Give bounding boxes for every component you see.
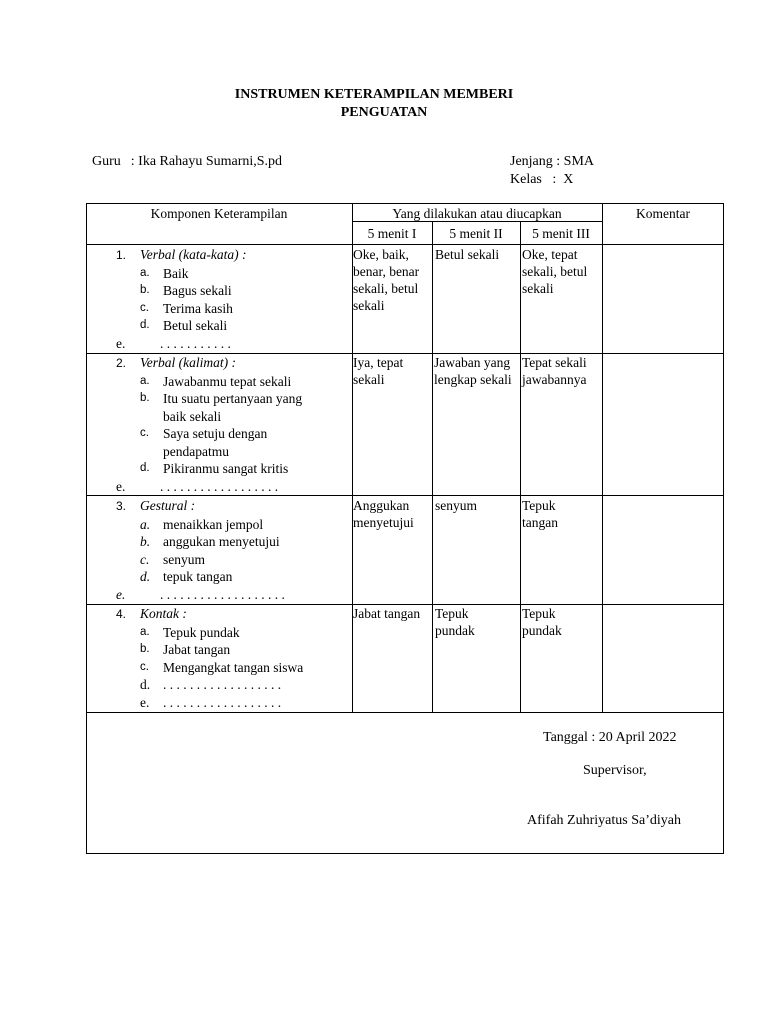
row1-menit-3: Oke, tepat sekali, betul sekali xyxy=(522,247,588,296)
list-item: a. Tepuk pundak xyxy=(140,624,240,640)
header-komponen: Komponen Keterampilan xyxy=(150,206,288,221)
supervisor-name: Afifah Zuhriyatus Sa’diyah xyxy=(527,813,681,828)
component-heading: Verbal (kata-kata) : xyxy=(140,247,247,262)
list-item: c. Saya setuju dengan pendapatmu xyxy=(140,426,268,459)
list-item: d. tepuk tangan xyxy=(140,569,233,584)
header-bottom-divider xyxy=(86,244,724,245)
list-item: a. Jawabanmu tepat sekali xyxy=(140,373,292,389)
list-item: c. Mengangkat tangan siswa xyxy=(140,659,304,675)
component-heading: Gestural : xyxy=(140,498,196,513)
title-line-2: PENGUATAN xyxy=(340,105,428,120)
title-line-1: INSTRUMEN KETERAMPILAN MEMBERI xyxy=(234,87,514,102)
row2-menit-3: Tepat sekali jawabannya xyxy=(522,355,587,387)
col-divider-m2 xyxy=(520,221,521,712)
row-divider-4 xyxy=(86,712,724,713)
document-title xyxy=(0,86,768,122)
row-number: 3. xyxy=(116,499,127,513)
row-number: 1. xyxy=(116,248,127,262)
row-number: 4. xyxy=(116,607,127,621)
class-info xyxy=(510,153,594,189)
guru-info xyxy=(92,153,282,171)
guru-value: : Ika Rahayu Sumarni,S.pd xyxy=(130,154,283,169)
list-item: d. Pikiranmu sangat kritis xyxy=(140,461,289,476)
list-item: b. Jabat tangan xyxy=(140,642,231,657)
row2-menit-2: Jawaban yang lengkap sekali xyxy=(434,355,512,387)
row3-menit-2: senyum xyxy=(435,498,477,513)
component-heading: Kontak : xyxy=(140,606,187,621)
row-number: 2. xyxy=(116,356,127,370)
component-row-verbal-kalimat xyxy=(116,354,346,495)
kelas-text: Kelas : X xyxy=(510,172,574,187)
list-item: d. Betul sekali xyxy=(140,318,228,333)
supervisor-label: Supervisor, xyxy=(583,763,647,778)
guru-label: Guru xyxy=(92,154,121,169)
col-divider-m1 xyxy=(432,221,433,712)
list-item: b. anggukan menyetujui xyxy=(140,534,280,549)
row1-menit-1: Oke, baik, benar, benar sekali, betul sekali xyxy=(353,247,420,313)
row3-menit-1: Anggukan menyetujui xyxy=(353,498,414,530)
component-row-kontak xyxy=(116,605,346,711)
list-item: b. Itu suatu pertanyaan yang baik sekali xyxy=(140,391,303,424)
row1-menit-2: Betul sekali xyxy=(435,247,500,262)
tanggal-text: Tanggal : 20 April 2022 xyxy=(543,730,677,745)
row-divider-2 xyxy=(86,495,724,496)
component-row-gestural xyxy=(116,497,346,603)
header-5-menit-2: 5 menit II xyxy=(449,226,503,241)
list-item: c. senyum xyxy=(140,551,205,567)
list-item: b. Bagus sekali xyxy=(140,283,232,298)
list-item: a. Baik xyxy=(140,265,189,281)
list-item: e. . . . . . . . . . . . . . . . . . . xyxy=(140,694,282,710)
component-row-verbal-kata xyxy=(116,246,346,352)
row4-menit-1: Jabat tangan xyxy=(353,606,421,621)
header-yang-dilakukan: Yang dilakukan atau diucapkan xyxy=(392,206,562,221)
list-item: e. . . . . . . . . . . . xyxy=(116,335,231,351)
col-divider-komentar xyxy=(602,203,603,712)
list-item: e. . . . . . . . . . . . . . . . . . . xyxy=(116,478,279,494)
row4-menit-2: Tepuk pundak xyxy=(435,606,475,638)
component-heading: Verbal (kalimat) : xyxy=(140,355,236,370)
header-5-menit-1: 5 menit I xyxy=(367,226,417,241)
jenjang-text: Jenjang : SMA xyxy=(510,154,594,169)
header-komentar: Komentar xyxy=(636,206,690,221)
row2-menit-1: Iya, tepat sekali xyxy=(353,355,404,387)
list-item: d. . . . . . . . . . . . . . . . . . . xyxy=(140,677,282,692)
list-item: a. menaikkan jempol xyxy=(140,516,264,532)
row3-menit-3: Tepuk tangan xyxy=(522,498,558,530)
header-5-menit-3: 5 menit III xyxy=(532,226,590,241)
list-item: e. . . . . . . . . . . . . . . . . . . . xyxy=(116,586,285,602)
list-item: c. Terima kasih xyxy=(140,300,233,316)
row4-menit-3: Tepuk pundak xyxy=(522,606,562,638)
